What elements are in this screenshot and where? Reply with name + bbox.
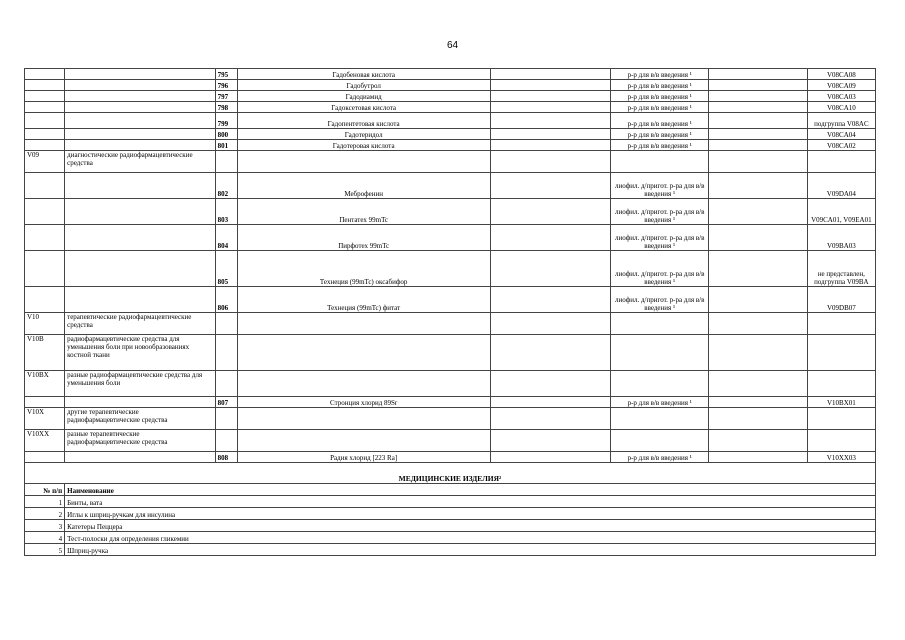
device-name: Бинты, вата bbox=[65, 496, 876, 508]
row-empty-cell bbox=[490, 408, 610, 430]
row-number bbox=[215, 151, 237, 173]
row-atc-code: V09DB07 bbox=[807, 287, 875, 313]
row-number: 798 bbox=[215, 102, 237, 113]
row-dosage-form: лиофил. д/пригот. р-ра для в/в введения ¹ bbox=[611, 173, 709, 199]
row-empty-cell bbox=[490, 199, 610, 225]
row-dosage-form: р-р для в/в введения ¹ bbox=[611, 129, 709, 140]
drug-table-row bbox=[25, 113, 876, 129]
row-drug-name: Гадопентетовая кислота bbox=[237, 113, 490, 129]
row-code bbox=[25, 452, 65, 463]
row-empty-cell bbox=[490, 251, 610, 287]
row-drug-name bbox=[237, 313, 490, 335]
row-group: другие терапевтические радиофармацевтические средства bbox=[65, 408, 216, 430]
drug-table-row bbox=[25, 408, 876, 430]
row-atc-code: V08CA02 bbox=[807, 140, 875, 151]
row-number bbox=[215, 335, 237, 371]
row-dosage-form: лиофил. д/пригот. р-ра для в/в введения ¹ bbox=[611, 199, 709, 225]
row-drug-name: Гадотеридол bbox=[237, 129, 490, 140]
row-code bbox=[25, 91, 65, 102]
row-dosage-form: р-р для в/в введения ¹ bbox=[611, 452, 709, 463]
row-empty-cell bbox=[490, 335, 610, 371]
row-number: 799 bbox=[215, 113, 237, 129]
row-number: 805 bbox=[215, 251, 237, 287]
row-code: V10BX bbox=[25, 371, 65, 397]
drug-table-row bbox=[25, 102, 876, 113]
row-number: 801 bbox=[215, 140, 237, 151]
row-dosage-form bbox=[611, 408, 709, 430]
row-empty-cell bbox=[490, 173, 610, 199]
row-number: 796 bbox=[215, 80, 237, 91]
row-number: 804 bbox=[215, 225, 237, 251]
device-number: 2 bbox=[25, 508, 65, 520]
row-number bbox=[215, 313, 237, 335]
drug-table-row bbox=[25, 397, 876, 408]
row-empty-cell bbox=[709, 225, 807, 251]
drug-table-row bbox=[25, 91, 876, 102]
row-empty-cell bbox=[709, 151, 807, 173]
row-group bbox=[65, 113, 216, 129]
row-atc-code bbox=[807, 335, 875, 371]
row-empty-cell bbox=[709, 173, 807, 199]
row-code: V10 bbox=[25, 313, 65, 335]
row-empty-cell bbox=[709, 408, 807, 430]
row-atc-code bbox=[807, 151, 875, 173]
row-atc-code: не представлен, подгруппа V09BA bbox=[807, 251, 875, 287]
row-atc-code: V08CA08 bbox=[807, 69, 875, 80]
row-code: V10XX bbox=[25, 430, 65, 452]
row-empty-cell bbox=[709, 102, 807, 113]
row-atc-code bbox=[807, 430, 875, 452]
row-dosage-form: р-р для в/в введения ¹ bbox=[611, 80, 709, 91]
row-drug-name: Гадобеновая кислота bbox=[237, 69, 490, 80]
row-drug-name: Меброфенин bbox=[237, 173, 490, 199]
row-code bbox=[25, 287, 65, 313]
drug-table-row bbox=[25, 140, 876, 151]
row-group bbox=[65, 140, 216, 151]
row-code bbox=[25, 251, 65, 287]
device-name: Иглы к шприц-ручкам для инсулина bbox=[65, 508, 876, 520]
device-row bbox=[25, 532, 876, 544]
row-dosage-form bbox=[611, 335, 709, 371]
row-empty-cell bbox=[709, 113, 807, 129]
row-drug-name: Гадотеровая кислота bbox=[237, 140, 490, 151]
row-dosage-form bbox=[611, 151, 709, 173]
row-dosage-form: лиофил. д/пригот. р-ра для в/в введения ¹ bbox=[611, 287, 709, 313]
device-row bbox=[25, 508, 876, 520]
device-row bbox=[25, 496, 876, 508]
drug-table-row bbox=[25, 430, 876, 452]
row-number: 800 bbox=[215, 129, 237, 140]
devices-header-name: Наименование bbox=[65, 484, 876, 496]
drug-table-row bbox=[25, 287, 876, 313]
row-dosage-form: р-р для в/в введения ¹ bbox=[611, 69, 709, 80]
row-empty-cell bbox=[709, 69, 807, 80]
device-number: 3 bbox=[25, 520, 65, 532]
row-empty-cell bbox=[490, 371, 610, 397]
row-dosage-form: р-р для в/в введения ¹ bbox=[611, 140, 709, 151]
row-atc-code: V08CA04 bbox=[807, 129, 875, 140]
devices-header-num: № п/п bbox=[25, 484, 65, 496]
row-code bbox=[25, 129, 65, 140]
row-code bbox=[25, 80, 65, 91]
row-group bbox=[65, 91, 216, 102]
drug-table-row bbox=[25, 225, 876, 251]
row-atc-code: V08CA09 bbox=[807, 80, 875, 91]
row-number: 795 bbox=[215, 69, 237, 80]
row-code bbox=[25, 69, 65, 80]
row-code bbox=[25, 102, 65, 113]
row-atc-code bbox=[807, 371, 875, 397]
row-empty-cell bbox=[709, 91, 807, 102]
row-atc-code bbox=[807, 408, 875, 430]
device-number: 5 bbox=[25, 544, 65, 556]
row-atc-code: подгруппа V08AC bbox=[807, 113, 875, 129]
row-drug-name: Технеция (99mTc) фитат bbox=[237, 287, 490, 313]
row-empty-cell bbox=[709, 199, 807, 225]
row-dosage-form: лиофил. д/пригот. р-ра для в/в введения ¹ bbox=[611, 225, 709, 251]
row-atc-code: V08CA03 bbox=[807, 91, 875, 102]
row-group bbox=[65, 129, 216, 140]
row-group bbox=[65, 225, 216, 251]
row-drug-name bbox=[237, 408, 490, 430]
drug-table-row bbox=[25, 80, 876, 91]
row-atc-code bbox=[807, 313, 875, 335]
row-number bbox=[215, 408, 237, 430]
device-name: Тест-полоски для определения гликемии bbox=[65, 532, 876, 544]
row-number bbox=[215, 371, 237, 397]
row-group: разные радиофармацевтические средства для уменьшения боли bbox=[65, 371, 216, 397]
row-code bbox=[25, 397, 65, 408]
row-dosage-form: р-р для в/в введения ¹ bbox=[611, 91, 709, 102]
row-drug-name: Стронция хлорид 89Sr bbox=[237, 397, 490, 408]
drug-table-row bbox=[25, 69, 876, 80]
section-title-devices: МЕДИЦИНСКИЕ ИЗДЕЛИЯ² bbox=[25, 463, 876, 484]
drug-table-row bbox=[25, 335, 876, 371]
row-number: 808 bbox=[215, 452, 237, 463]
row-group bbox=[65, 397, 216, 408]
row-empty-cell bbox=[490, 91, 610, 102]
row-empty-cell bbox=[490, 113, 610, 129]
drug-list-table bbox=[24, 68, 876, 556]
row-empty-cell bbox=[709, 430, 807, 452]
row-number bbox=[215, 430, 237, 452]
row-drug-name bbox=[237, 335, 490, 371]
row-group bbox=[65, 69, 216, 80]
row-atc-code: V09BA03 bbox=[807, 225, 875, 251]
drug-table-row bbox=[25, 199, 876, 225]
drug-table-row bbox=[25, 173, 876, 199]
row-empty-cell bbox=[709, 140, 807, 151]
row-drug-name bbox=[237, 371, 490, 397]
row-empty-cell bbox=[709, 313, 807, 335]
row-group bbox=[65, 102, 216, 113]
drug-table-row bbox=[25, 371, 876, 397]
row-number: 807 bbox=[215, 397, 237, 408]
row-drug-name: Радия хлорид [223 Ra] bbox=[237, 452, 490, 463]
drug-table-row bbox=[25, 251, 876, 287]
row-empty-cell bbox=[709, 80, 807, 91]
device-row bbox=[25, 520, 876, 532]
row-dosage-form bbox=[611, 371, 709, 397]
row-code: V10B bbox=[25, 335, 65, 371]
row-drug-name bbox=[237, 151, 490, 173]
drug-table-row bbox=[25, 151, 876, 173]
row-dosage-form bbox=[611, 430, 709, 452]
row-empty-cell bbox=[709, 287, 807, 313]
row-empty-cell bbox=[490, 129, 610, 140]
row-code: V10X bbox=[25, 408, 65, 430]
row-code bbox=[25, 140, 65, 151]
row-empty-cell bbox=[490, 287, 610, 313]
row-drug-name: Гадобутрол bbox=[237, 80, 490, 91]
row-drug-name: Пентатех 99mTc bbox=[237, 199, 490, 225]
drug-table-row bbox=[25, 129, 876, 140]
row-empty-cell bbox=[709, 371, 807, 397]
row-empty-cell bbox=[709, 335, 807, 371]
row-empty-cell bbox=[490, 69, 610, 80]
row-number: 806 bbox=[215, 287, 237, 313]
row-empty-cell bbox=[490, 397, 610, 408]
row-drug-name: Гадодиамид bbox=[237, 91, 490, 102]
row-group bbox=[65, 199, 216, 225]
row-group bbox=[65, 80, 216, 91]
row-drug-name: Пирфотех 99mTc bbox=[237, 225, 490, 251]
row-code bbox=[25, 173, 65, 199]
row-empty-cell bbox=[490, 151, 610, 173]
row-empty-cell bbox=[490, 225, 610, 251]
row-code bbox=[25, 113, 65, 129]
row-empty-cell bbox=[490, 80, 610, 91]
row-atc-code: V10BX01 bbox=[807, 397, 875, 408]
row-atc-code: V10XX03 bbox=[807, 452, 875, 463]
row-empty-cell bbox=[709, 452, 807, 463]
row-number: 803 bbox=[215, 199, 237, 225]
row-number: 797 bbox=[215, 91, 237, 102]
row-group bbox=[65, 287, 216, 313]
row-code: V09 bbox=[25, 151, 65, 173]
row-atc-code: V08CA10 bbox=[807, 102, 875, 113]
device-number: 4 bbox=[25, 532, 65, 544]
row-group: радиофармацевтические средства для уменьшения боли при новообразованиях костной ткани bbox=[65, 335, 216, 371]
row-group bbox=[65, 452, 216, 463]
drug-table-row bbox=[25, 452, 876, 463]
row-code bbox=[25, 199, 65, 225]
row-group: терапевтические радиофармацевтические средства bbox=[65, 313, 216, 335]
drug-table-row bbox=[25, 313, 876, 335]
row-empty-cell bbox=[490, 430, 610, 452]
row-group: разные терапевтические радиофармацевтические средства bbox=[65, 430, 216, 452]
row-group bbox=[65, 251, 216, 287]
row-dosage-form: р-р для в/в введения ¹ bbox=[611, 113, 709, 129]
row-number: 802 bbox=[215, 173, 237, 199]
row-dosage-form: р-р для в/в введения ¹ bbox=[611, 397, 709, 408]
row-empty-cell bbox=[709, 251, 807, 287]
row-drug-name: Технеция (99mTc) оксабифор bbox=[237, 251, 490, 287]
device-name: Шприц-ручка bbox=[65, 544, 876, 556]
row-empty-cell bbox=[709, 129, 807, 140]
row-code bbox=[25, 225, 65, 251]
row-empty-cell bbox=[490, 140, 610, 151]
row-atc-code: V09CA01, V09EA01 bbox=[807, 199, 875, 225]
row-empty-cell bbox=[490, 452, 610, 463]
row-group: диагностические радиофармацевтические средства bbox=[65, 151, 216, 173]
device-name: Катетеры Пеццера bbox=[65, 520, 876, 532]
page-number: 64 bbox=[446, 40, 459, 51]
device-number: 1 bbox=[25, 496, 65, 508]
row-atc-code: V09DA04 bbox=[807, 173, 875, 199]
device-row bbox=[25, 544, 876, 556]
row-empty-cell bbox=[490, 102, 610, 113]
row-dosage-form: лиофил. д/пригот. р-ра для в/в введения ¹ bbox=[611, 251, 709, 287]
row-empty-cell bbox=[490, 313, 610, 335]
row-drug-name: Гадоксетовая кислота bbox=[237, 102, 490, 113]
row-dosage-form: р-р для в/в введения ¹ bbox=[611, 102, 709, 113]
row-empty-cell bbox=[709, 397, 807, 408]
row-group bbox=[65, 173, 216, 199]
row-dosage-form bbox=[611, 313, 709, 335]
row-drug-name bbox=[237, 430, 490, 452]
